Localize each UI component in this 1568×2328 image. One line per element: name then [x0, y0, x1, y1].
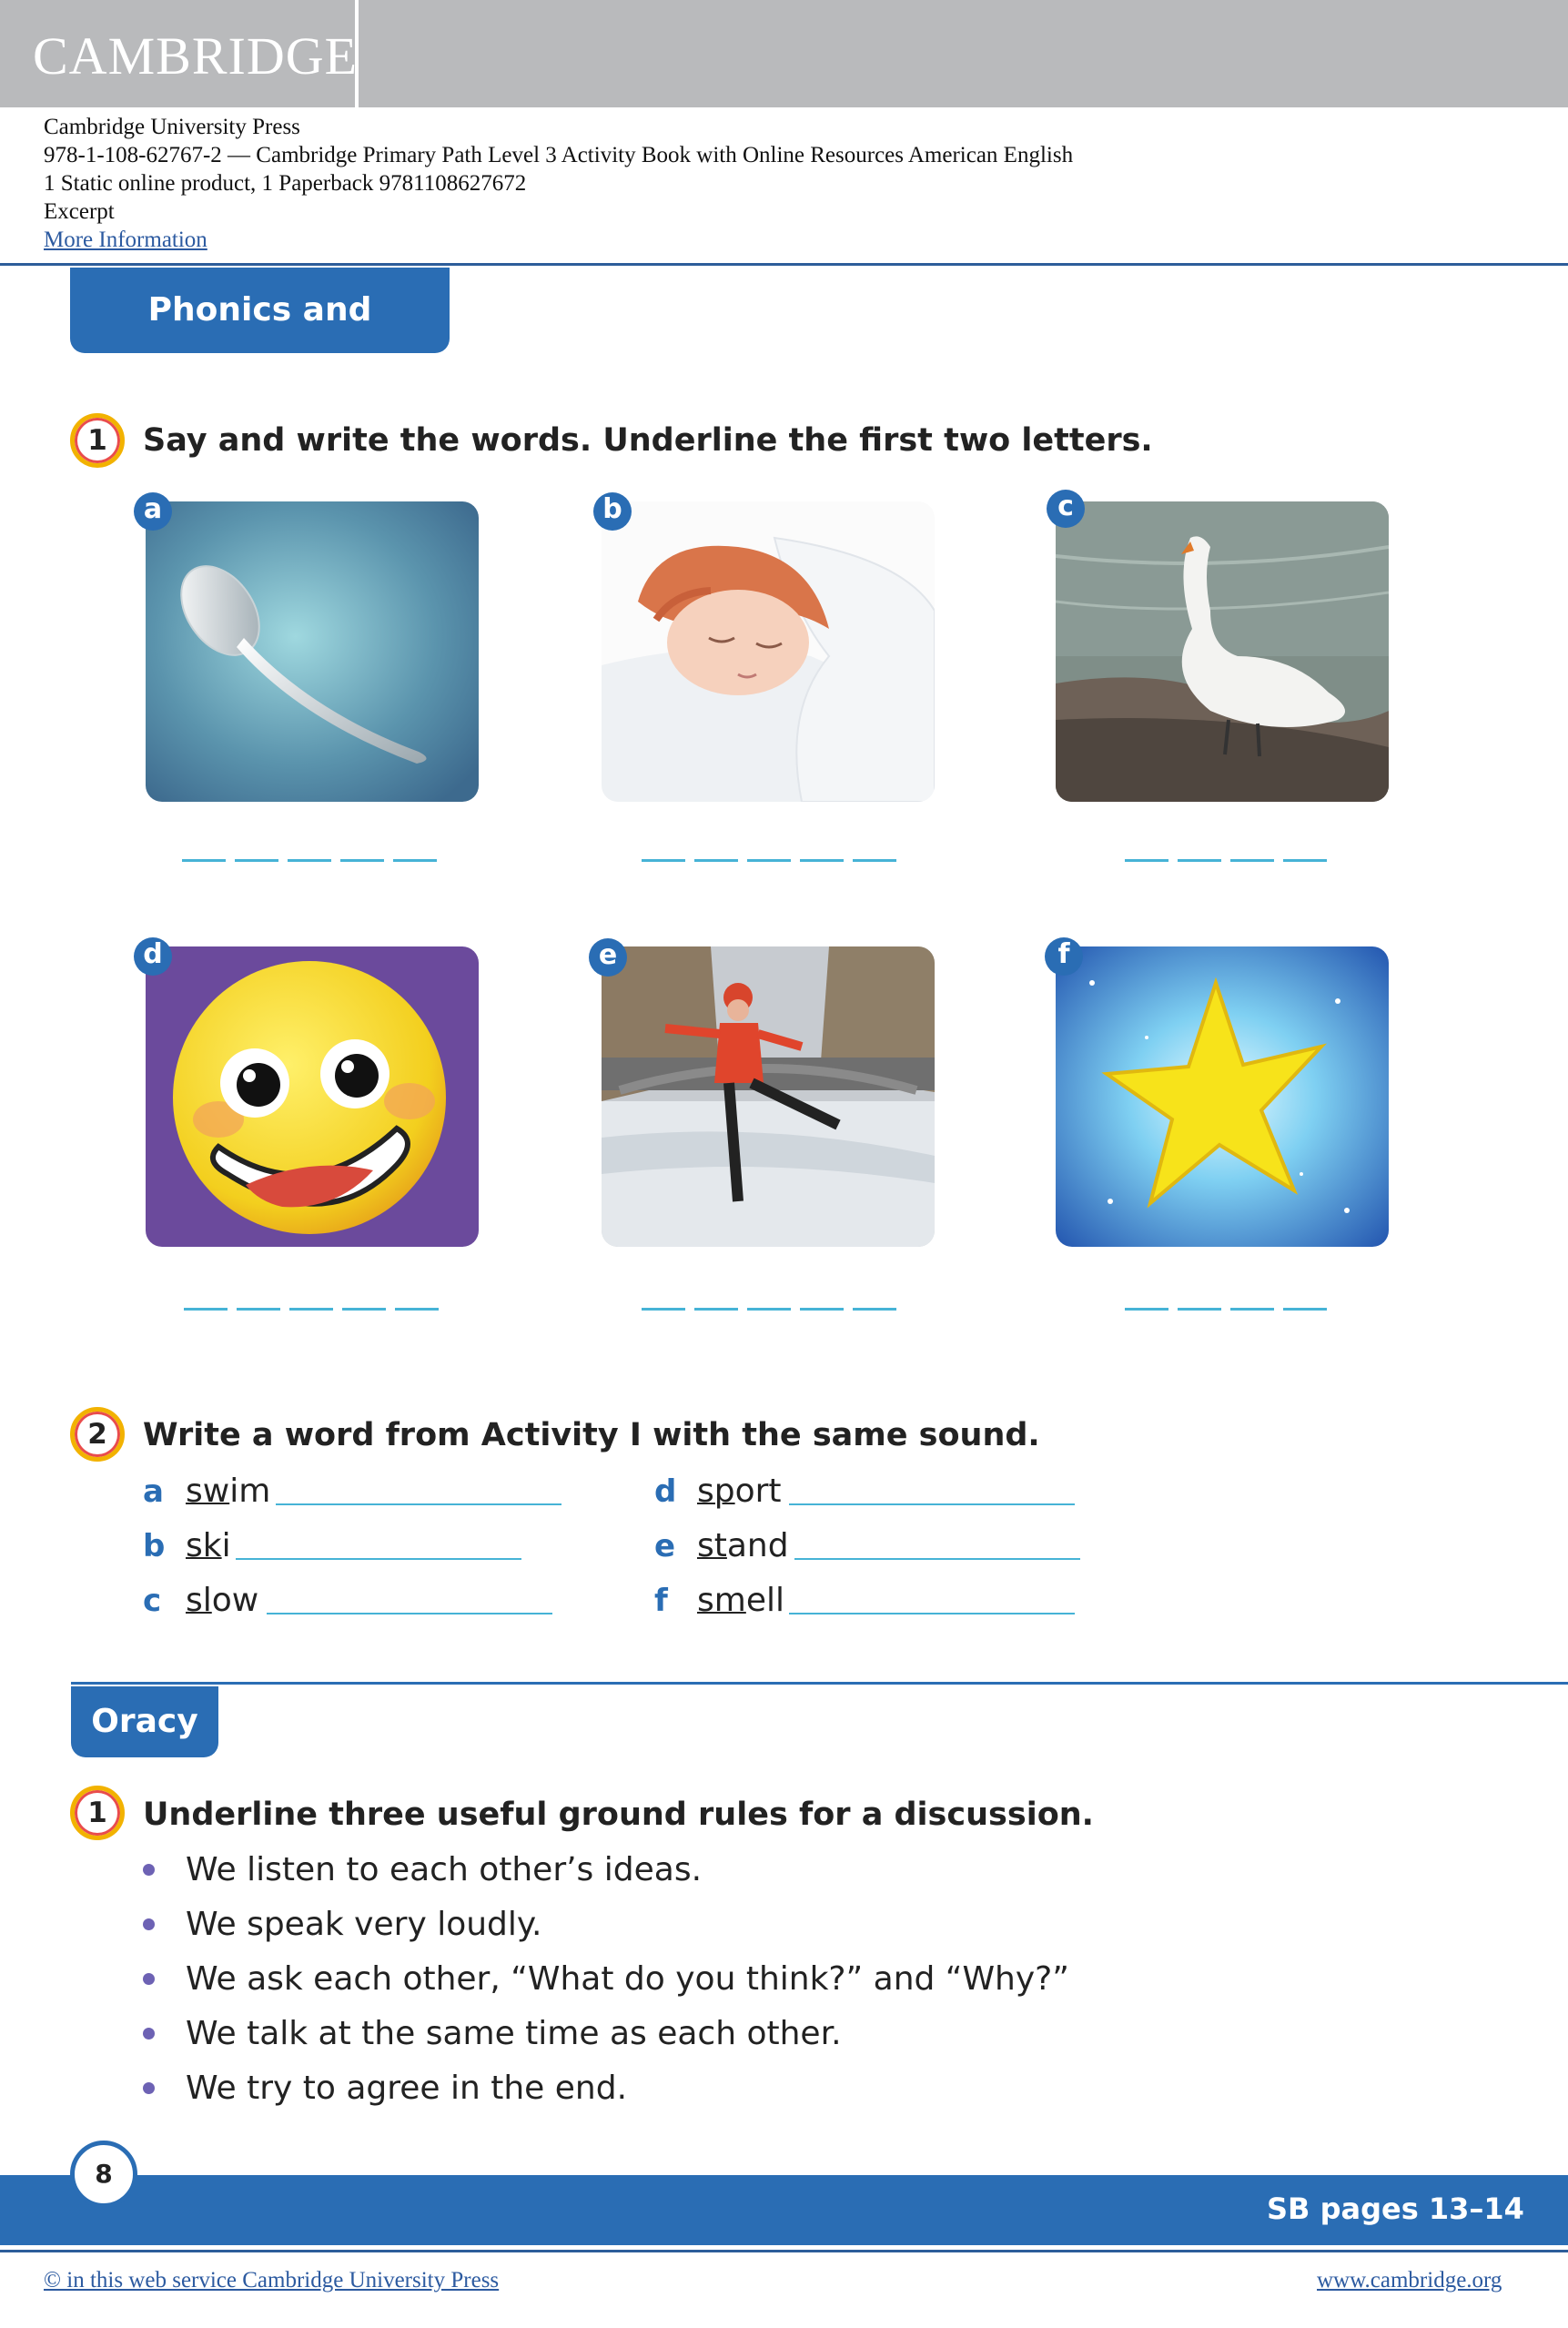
sb-pages-reference: SB pages 13–14: [1267, 2191, 1524, 2226]
answer-line-d[interactable]: [789, 1503, 1075, 1505]
word-swim: swim: [186, 1473, 271, 1510]
picture-ice-skater: [602, 946, 935, 1247]
section-rule: [71, 1682, 1568, 1685]
answer-line-c[interactable]: [267, 1613, 552, 1614]
answer-line-a[interactable]: [276, 1503, 561, 1505]
word-sport: sport: [697, 1473, 782, 1510]
item-letter-e: e: [589, 938, 627, 977]
word-ski: ski: [186, 1527, 231, 1564]
bullet: [143, 2028, 155, 2040]
item-letter: c: [143, 1583, 162, 1619]
ground-rule[interactable]: We speak very loudly.: [186, 1906, 542, 1943]
answer-line-b[interactable]: [236, 1558, 521, 1560]
more-information-link[interactable]: More Information: [44, 228, 207, 252]
activity-instruction: Underline three useful ground rules for a discussion.: [143, 1797, 1094, 1833]
page-number: 8: [70, 2141, 137, 2208]
picture-swan: [1056, 501, 1389, 802]
answer-blanks-d[interactable]: [184, 1308, 439, 1311]
ground-rule[interactable]: We listen to each other’s ideas.: [186, 1851, 703, 1888]
answer-blanks-b[interactable]: [642, 859, 896, 863]
item-letter-b: b: [593, 492, 632, 531]
ground-rule[interactable]: We try to agree in the end.: [186, 2070, 628, 2107]
answer-blanks-c[interactable]: [1125, 859, 1327, 863]
copyright-link[interactable]: © in this web service Cambridge University Press: [44, 2268, 500, 2293]
website-link[interactable]: www.cambridge.org: [1317, 2268, 1502, 2293]
word-stand: stand: [697, 1527, 789, 1564]
bullet: [143, 1918, 155, 1930]
bullet: [143, 2082, 155, 2094]
answer-blanks-e[interactable]: [642, 1308, 896, 1311]
picture-star: [1056, 946, 1389, 1247]
publication-info: [44, 113, 1073, 254]
item-letter-f: f: [1045, 937, 1083, 976]
isbn-line: 978-1-108-62767-2 — Cambridge Primary Path Level 3 Activity Book with Online Resources American English: [44, 143, 1074, 167]
activity-instruction: Write a word from Activity I with the same sound.: [143, 1417, 1040, 1453]
activity-instruction: Say and write the words. Underline the first two letters.: [143, 422, 1153, 459]
item-letter: a: [143, 1473, 164, 1510]
bullet: [143, 1864, 155, 1876]
picture-spoon: [146, 501, 479, 802]
cambridge-logo: CAMBRIDGE: [33, 26, 359, 86]
answer-line-e[interactable]: [794, 1558, 1080, 1560]
item-letter: b: [143, 1528, 166, 1564]
activity-number: 1: [70, 1786, 125, 1840]
word-smell: smell: [697, 1582, 784, 1619]
ground-rule[interactable]: We ask each other, “What do you think?” and “Why?”: [186, 1960, 1069, 1998]
section-tag-phonics: Phonics and Spelling: [70, 268, 450, 353]
picture-smiley-face: [146, 946, 479, 1247]
word-slow: slow: [186, 1582, 259, 1619]
answer-line-f[interactable]: [789, 1613, 1075, 1614]
ground-rule[interactable]: We talk at the same time as each other.: [186, 2015, 842, 2052]
footer-rule: [0, 2250, 1568, 2252]
item-letter-c: c: [1047, 490, 1085, 528]
excerpt-label: Excerpt: [44, 199, 115, 224]
item-letter-a: a: [134, 492, 172, 531]
section-tag-oracy: Oracy: [71, 1686, 218, 1757]
item-letter: f: [654, 1583, 668, 1619]
item-letter-d: d: [134, 937, 172, 976]
picture-sleeping-girl: [602, 501, 935, 802]
publisher: Cambridge University Press: [44, 115, 300, 139]
answer-blanks-a[interactable]: [182, 859, 437, 863]
activity-number: 1: [70, 413, 125, 468]
product-line: 1 Static online product, 1 Paperback 9781108627672: [44, 171, 527, 196]
item-letter: e: [654, 1528, 676, 1564]
bullet: [143, 1973, 155, 1985]
answer-blanks-f[interactable]: [1125, 1308, 1327, 1311]
activity-number: 2: [70, 1407, 125, 1462]
header-rule: [0, 263, 1568, 266]
item-letter: d: [654, 1473, 677, 1510]
